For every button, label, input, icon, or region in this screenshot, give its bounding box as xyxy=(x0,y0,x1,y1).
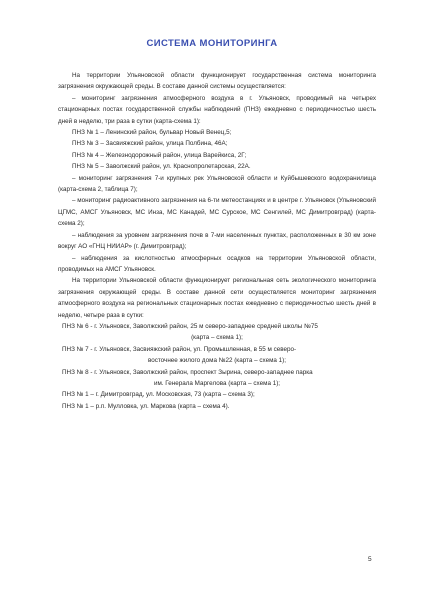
page-title: СИСТЕМА МОНИТОРИНГА xyxy=(146,38,278,49)
paragraph: ПНЗ № 1 – р.п. Мулловка, ул. Маркова (карта – схема 4). xyxy=(62,402,230,410)
paragraph: ПНЗ № 1 – г. Димитровград, ул. Московская, 73 (карта – схема 3); xyxy=(62,391,255,399)
paragraph: им. Генерала Маргелова (карта – схема 1); xyxy=(153,379,281,387)
paragraph: ПНЗ № 4 – Железнодорожный район, улица Варейкиса, 2Г; xyxy=(72,151,247,159)
paragraph: – мониторинг радиоактивного загрязнения на 6-ти метеостанциях и в центре г. Ульяновск (Ульяновский ЦГМС, АМСГ Ульяновск, МС Инза, МС Канадей, МС Сурское, МС Сенгилей, МС Димитровград) (карта-схема 2); xyxy=(58,197,376,228)
paragraph: ПНЗ № 3 – Засвияжский район, улица Полбина, 46А; xyxy=(72,140,228,148)
paragraph: ПНЗ № 1 – Ленинский район, бульвар Новый Венец,5; xyxy=(72,129,232,137)
paragraph: ПНЗ № 8 - г. Ульяновск, Заволжский район, проспект Зырина, северо-западнее парка xyxy=(62,368,313,376)
paragraph: ПНЗ № 6 - г. Ульяновск, Заволжский район, 25 м северо-западнее средней школы №75 xyxy=(62,322,318,330)
document-body xyxy=(58,70,376,412)
paragraph: – мониторинг загрязнения 7-и крупных рек Ульяновской области и Куйбышевского водохранилища (карта-схема 2, таблица 7); xyxy=(58,174,376,194)
paragraph: ПНЗ № 7 - г. Ульяновск, Засвияжский район, ул. Промышленная, в 55 м северо- xyxy=(62,345,297,353)
paragraph: восточнее жилого дома №22 (карта – схема 1); xyxy=(147,357,287,365)
paragraph: – наблюдения за уровнем загрязнения почв в 7-ми населенных пунктах, расположенных в 30 км зоне вокруг АО «ГНЦ НИИАР» (г. Димитровград); xyxy=(58,231,376,251)
paragraph: ПНЗ № 5 – Заволжский район, ул. Краснопролетарская, 22А. xyxy=(72,163,251,171)
paragraph: На территории Ульяновской области функционирует государственная система мониторинга загрязнения окружающей среды. В составе данной системы осуществляется: xyxy=(58,72,376,91)
paragraph: (карта – схема 1); xyxy=(191,334,243,342)
page-number: 5 xyxy=(368,556,372,563)
paragraph: – наблюдения за кислотностью атмосферных осадков на территории Ульяновской области, проводимых на АМСГ Ульяновск. xyxy=(58,254,376,273)
paragraph: На территории Ульяновской области функционирует региональная сеть экологического мониторинга загрязнения окружающей среды. В составе данной сети осуществляется мониторинг загрязнения атмосферного воздуха на региональных стационарных постах ежедневно с периодичностью шесть дней в неделю, четыре раза в сутки: xyxy=(58,277,376,319)
paragraph: – мониторинг загрязнения атмосферного воздуха в г. Ульяновск, проводимый на четырех стационарных постах государственной службы наблюдений (ПНЗ) ежедневно с периодичностью шесть дней в неделю, три раза в сутки (карта-схема 1): xyxy=(58,94,376,125)
